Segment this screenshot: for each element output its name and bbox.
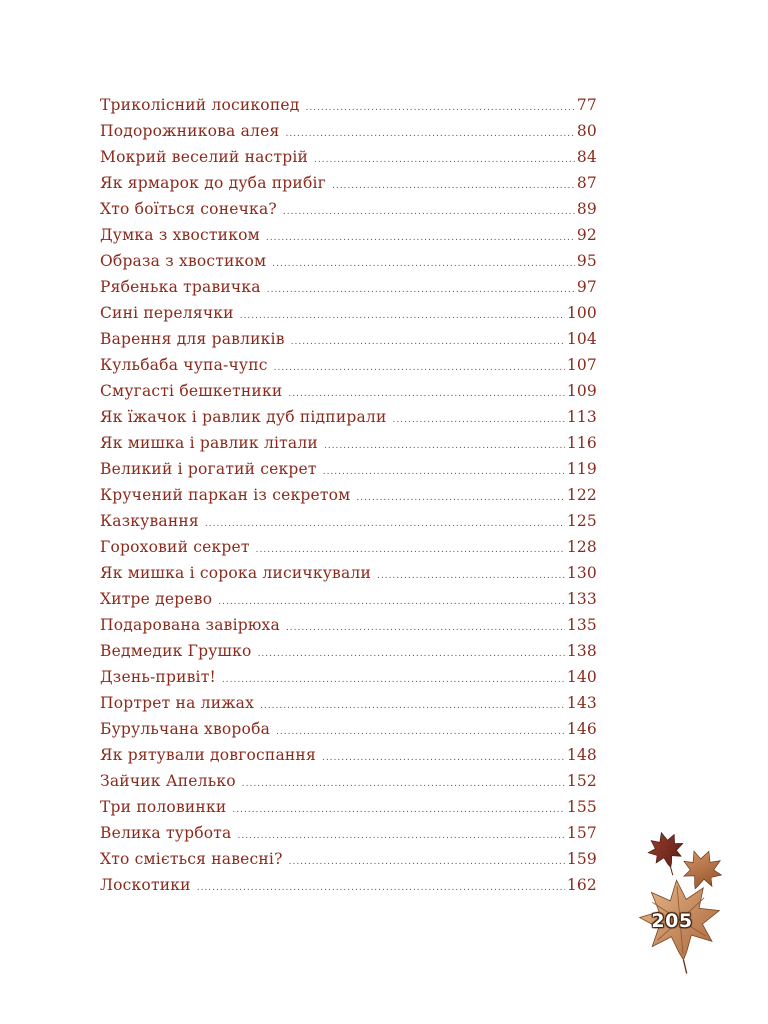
toc-entry bbox=[100, 690, 597, 716]
toc-entry bbox=[100, 742, 597, 768]
toc-entry-page: 155 bbox=[566, 798, 597, 816]
dot-leader bbox=[323, 459, 565, 485]
dot-leader bbox=[332, 173, 575, 199]
toc-entry bbox=[100, 612, 597, 638]
toc-entry-page: 89 bbox=[576, 200, 597, 218]
toc-entry bbox=[100, 222, 597, 248]
dot-leader bbox=[232, 797, 564, 823]
dot-leader bbox=[324, 433, 565, 459]
dot-leader bbox=[305, 95, 574, 121]
toc-entry-page: 125 bbox=[566, 512, 597, 530]
toc-entry-title: Триколісний лосикопед bbox=[100, 96, 300, 114]
toc-entry-title: Хитре дерево bbox=[100, 590, 213, 608]
dot-leader bbox=[393, 407, 565, 433]
toc-entry-title: Варення для равликів bbox=[100, 330, 285, 348]
toc-entry-title: Великий і рогатий секрет bbox=[100, 460, 317, 478]
toc-entry-page: 133 bbox=[566, 590, 597, 608]
toc-entry-page: 128 bbox=[566, 538, 597, 556]
toc-entry bbox=[100, 92, 597, 118]
toc-entry-title: Мокрий веселий настрій bbox=[100, 148, 309, 166]
toc-entry bbox=[100, 664, 597, 690]
toc-entry-title: Лоскотики bbox=[100, 876, 191, 894]
toc-entry-page: 107 bbox=[566, 356, 597, 374]
toc-entry-page: 162 bbox=[566, 876, 597, 894]
toc-entry-page: 80 bbox=[576, 122, 597, 140]
toc-entry-title: Як рятували довгоспання bbox=[100, 746, 316, 764]
toc-entry-title: Велика турбота bbox=[100, 824, 232, 842]
toc-entry-page: 95 bbox=[576, 252, 597, 270]
toc-entry-page: 157 bbox=[566, 824, 597, 842]
toc-entry-page: 116 bbox=[566, 434, 597, 452]
toc-entry-page: 113 bbox=[566, 408, 597, 426]
toc-entry bbox=[100, 378, 597, 404]
dot-leader bbox=[286, 615, 565, 641]
dot-leader bbox=[242, 771, 565, 797]
toc-entry-title: Як мишка і сорока лисичкували bbox=[100, 564, 371, 582]
toc-entry-page: 84 bbox=[576, 148, 597, 166]
dot-leader bbox=[222, 667, 565, 693]
dot-leader bbox=[314, 147, 575, 173]
toc-entry bbox=[100, 196, 597, 222]
toc-entry bbox=[100, 456, 597, 482]
toc-entry bbox=[100, 144, 597, 170]
toc-entry-title: Хто сміється навесні? bbox=[100, 850, 283, 868]
toc-entry-page: 148 bbox=[566, 746, 597, 764]
page-number: 205 bbox=[651, 910, 693, 932]
toc-entry-page: 92 bbox=[576, 226, 597, 244]
toc-entry-page: 104 bbox=[566, 330, 597, 348]
dot-leader bbox=[258, 641, 565, 667]
table-of-contents bbox=[100, 92, 597, 898]
toc-entry bbox=[100, 508, 597, 534]
dot-leader bbox=[260, 693, 565, 719]
toc-entry-title: Сині перелячки bbox=[100, 304, 234, 322]
dot-leader bbox=[266, 225, 575, 251]
maple-leaves-icon bbox=[632, 828, 732, 978]
toc-entry-title: Подарована завірюха bbox=[100, 616, 280, 634]
toc-entry-title: Гороховий секрет bbox=[100, 538, 250, 556]
toc-entry-page: 130 bbox=[566, 564, 597, 582]
toc-entry bbox=[100, 560, 597, 586]
toc-entry bbox=[100, 248, 597, 274]
toc-entry bbox=[100, 404, 597, 430]
toc-entry bbox=[100, 638, 597, 664]
toc-entry-title: Дзень-привіт! bbox=[100, 668, 216, 686]
toc-entry-page: 143 bbox=[566, 694, 597, 712]
toc-entry bbox=[100, 118, 597, 144]
toc-entry bbox=[100, 352, 597, 378]
toc-entry bbox=[100, 716, 597, 742]
dot-leader bbox=[283, 199, 575, 225]
toc-entry bbox=[100, 482, 597, 508]
toc-entry bbox=[100, 794, 597, 820]
dot-leader bbox=[356, 485, 564, 511]
dot-leader bbox=[272, 251, 575, 277]
toc-entry-title: Як їжачок і равлик дуб підпирали bbox=[100, 408, 387, 426]
toc-entry-page: 77 bbox=[576, 96, 597, 114]
toc-entry-page: 109 bbox=[566, 382, 597, 400]
toc-entry-page: 100 bbox=[566, 304, 597, 322]
toc-entry-title: Хто боїться сонечка? bbox=[100, 200, 277, 218]
toc-entry-page: 122 bbox=[566, 486, 597, 504]
toc-entry-page: 140 bbox=[566, 668, 597, 686]
toc-entry-title: Смугасті бешкетники bbox=[100, 382, 283, 400]
toc-entry-title: Зайчик Апелько bbox=[100, 772, 236, 790]
toc-entry-title: Кручений паркан із секретом bbox=[100, 486, 351, 504]
toc-entry-title: Образа з хвостиком bbox=[100, 252, 267, 270]
dot-leader bbox=[289, 849, 565, 875]
toc-entry-title: Ведмедик Грушко bbox=[100, 642, 252, 660]
toc-entry-page: 146 bbox=[566, 720, 597, 738]
toc-entry-page: 97 bbox=[576, 278, 597, 296]
toc-entry bbox=[100, 846, 597, 872]
dot-leader bbox=[377, 563, 565, 589]
toc-entry bbox=[100, 300, 597, 326]
toc-entry-title: Думка з хвостиком bbox=[100, 226, 260, 244]
dot-leader bbox=[274, 355, 565, 381]
toc-entry bbox=[100, 326, 597, 352]
toc-entry bbox=[100, 768, 597, 794]
toc-entry bbox=[100, 534, 597, 560]
toc-entry bbox=[100, 586, 597, 612]
toc-entry-title: Три половинки bbox=[100, 798, 227, 816]
dot-leader bbox=[285, 121, 574, 147]
dot-leader bbox=[267, 277, 575, 303]
toc-entry-page: 87 bbox=[576, 174, 597, 192]
toc-entry-page: 138 bbox=[566, 642, 597, 660]
toc-entry-page: 152 bbox=[566, 772, 597, 790]
toc-entry bbox=[100, 872, 597, 898]
dot-leader bbox=[197, 875, 565, 901]
toc-entry-title: Казкування bbox=[100, 512, 199, 530]
toc-entry-title: Кульбаба чупа-чупс bbox=[100, 356, 268, 374]
toc-entry-title: Подорожникова алея bbox=[100, 122, 280, 140]
toc-entry-title: Рябенька травичка bbox=[100, 278, 261, 296]
toc-entry bbox=[100, 430, 597, 456]
toc-entry-title: Портрет на лижах bbox=[100, 694, 255, 712]
dot-leader bbox=[205, 511, 565, 537]
toc-entry-title: Як ярмарок до дуба прибіг bbox=[100, 174, 326, 192]
toc-entry-page: 135 bbox=[566, 616, 597, 634]
toc-entry-page: 119 bbox=[566, 460, 597, 478]
toc-entry-title: Бурульчана хвороба bbox=[100, 720, 271, 738]
toc-entry-page: 159 bbox=[566, 850, 597, 868]
toc-entry-title: Як мишка і равлик літали bbox=[100, 434, 318, 452]
toc-entry bbox=[100, 820, 597, 846]
toc-entry bbox=[100, 274, 597, 300]
dot-leader bbox=[322, 745, 565, 771]
toc-entry bbox=[100, 170, 597, 196]
dot-leader bbox=[291, 329, 565, 355]
